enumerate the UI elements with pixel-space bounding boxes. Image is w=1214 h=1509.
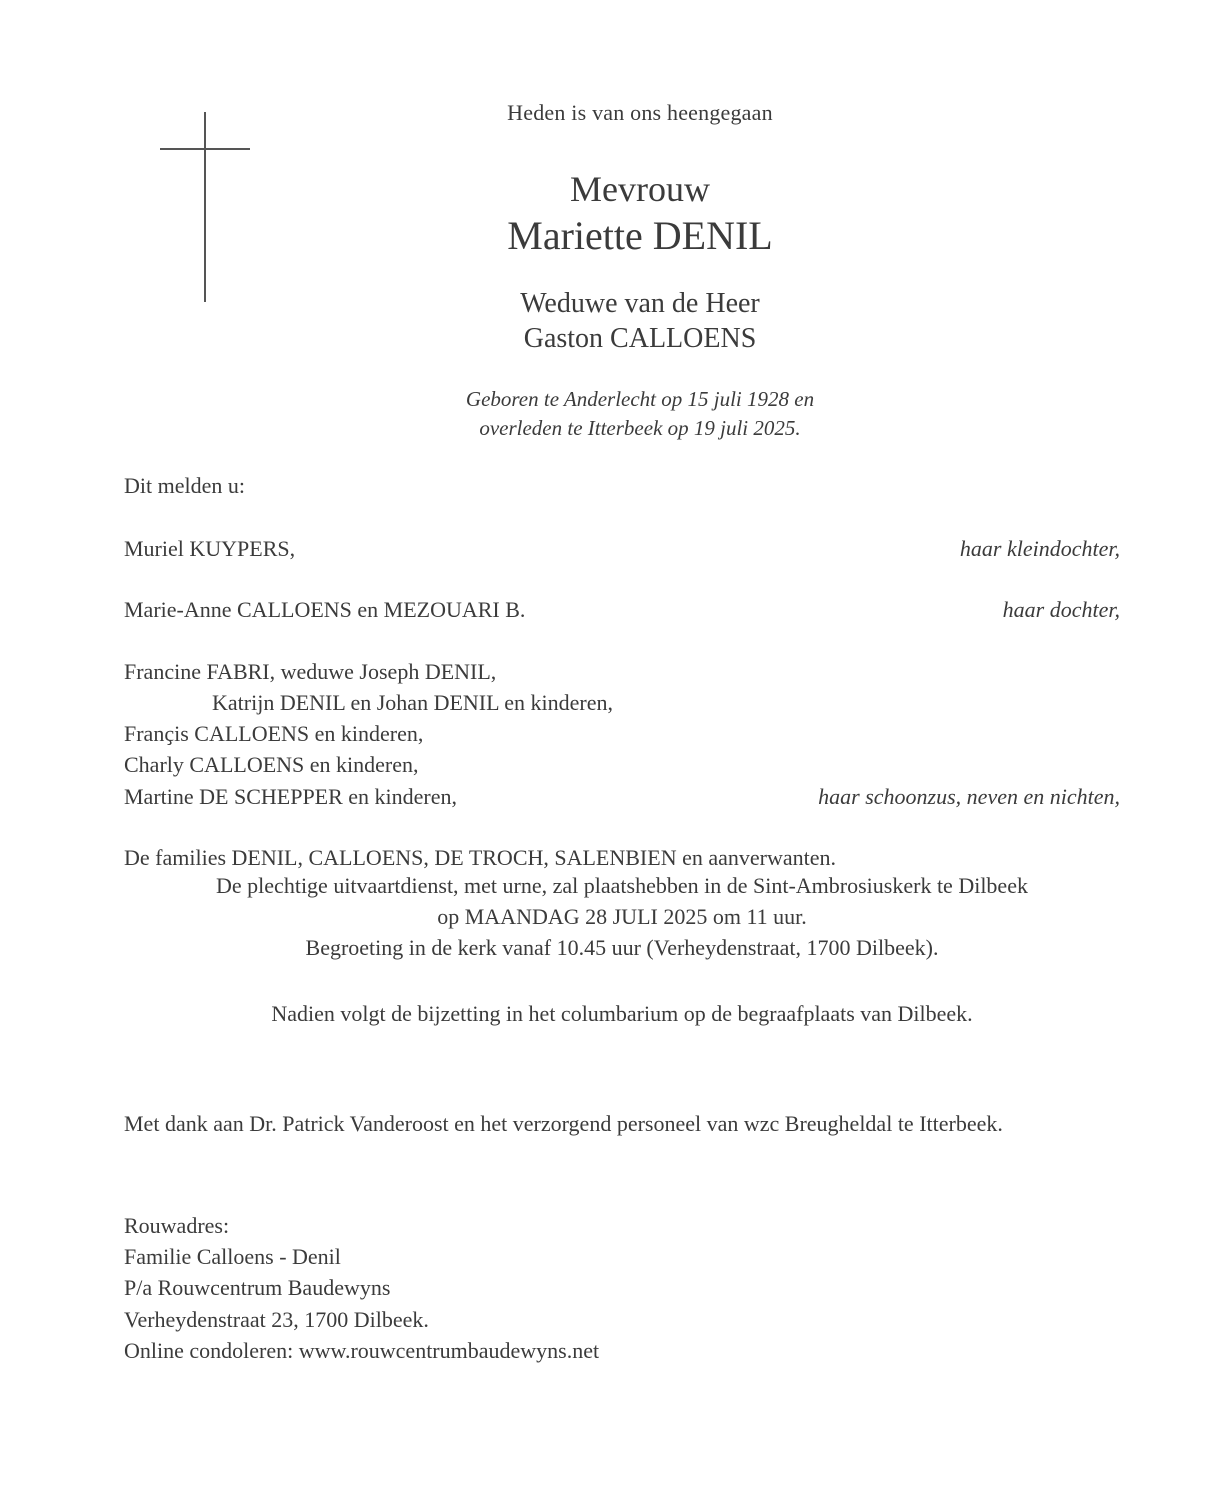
spouse-line-2: Gaston CALLOENS <box>523 323 757 355</box>
service-line-4: Nadien volgt de bijzetting in het columbarium op de begraafplaats van Dilbeek. <box>271 1000 973 1026</box>
service-line-1: De plechtige uitvaartdienst, met urne, zal plaatshebben in de Sint-Ambrosiuskerk te Dilbeek <box>216 873 1028 898</box>
relative-group-line: Martine DE SCHEPPER en kinderen, <box>124 783 458 809</box>
service-line-2: op MAANDAG 28 JULI 2025 om 11 uur. <box>437 904 807 930</box>
thanks-block <box>124 1108 1120 1139</box>
cross-horizontal-bar <box>160 148 250 150</box>
spouse-line-1: Weduwe van de Heer <box>520 287 760 319</box>
relative-group <box>124 656 1120 812</box>
announce-text: Dit melden u: <box>124 473 245 498</box>
death-line: overleden te Itterbeek op 19 juli 2025. <box>479 415 801 440</box>
thanks-text: Met dank aan Dr. Patrick Vanderoost en het verzorgend personeel van wzc Breugheldal te Itterbeek. <box>124 1111 1003 1136</box>
spouse-block <box>260 286 1020 358</box>
address-online-condolences: Online condoleren: www.rouwcentrumbaudewyns.net <box>124 1337 600 1363</box>
address-family: Familie Calloens - Denil <box>124 1244 341 1270</box>
service-line-3: Begroeting in de kerk vanaf 10.45 uur (Verheydenstraat, 1700 Dilbeek). <box>305 935 939 961</box>
cross-vertical-bar <box>204 112 206 302</box>
birth-line: Geboren te Anderlecht op 15 juli 1928 en <box>465 387 815 412</box>
address-street: Verheydenstraat 23, 1700 Dilbeek. <box>124 1306 429 1332</box>
honorific: Mevrouw <box>570 169 710 209</box>
families-text: De families DENIL, CALLOENS, DE TROCH, SALENBIEN en aanverwanten. <box>124 844 837 870</box>
service-block <box>124 870 1120 1029</box>
relative-names: Muriel KUYPERS, <box>124 536 296 562</box>
address-label: Rouwadres: <box>124 1213 230 1238</box>
lead-text: Heden is van ons heengegaan <box>507 100 773 125</box>
dates-block <box>260 385 1020 442</box>
relative-names: Marie-Anne CALLOENS en MEZOUARI B. <box>124 597 526 623</box>
relative-relation: haar dochter, <box>1002 597 1120 623</box>
mourning-address-block <box>124 1210 1120 1366</box>
relative-relation: haar kleindochter, <box>959 536 1120 562</box>
relative-row <box>124 533 1120 564</box>
relative-group-line: Katrijn DENIL en Johan DENIL en kinderen, <box>212 689 613 715</box>
address-care-of: P/a Rouwcentrum Baudewyns <box>124 1275 391 1301</box>
relative-group-line: Francine FABRI, weduwe Joseph DENIL, <box>124 658 497 684</box>
relative-group-line: Franҫis CALLOENS en kinderen, <box>124 721 424 747</box>
relative-group-relation: haar schoonzus, neven en nichten, <box>818 783 1120 809</box>
header-block <box>260 100 1020 442</box>
name-block <box>260 168 1020 260</box>
relative-row <box>124 594 1120 625</box>
deceased-name: Mariette DENIL <box>507 213 773 259</box>
cross-icon <box>160 112 250 302</box>
relative-group-line: Charly CALLOENS en kinderen, <box>124 752 419 778</box>
announcement-block <box>124 470 1120 873</box>
